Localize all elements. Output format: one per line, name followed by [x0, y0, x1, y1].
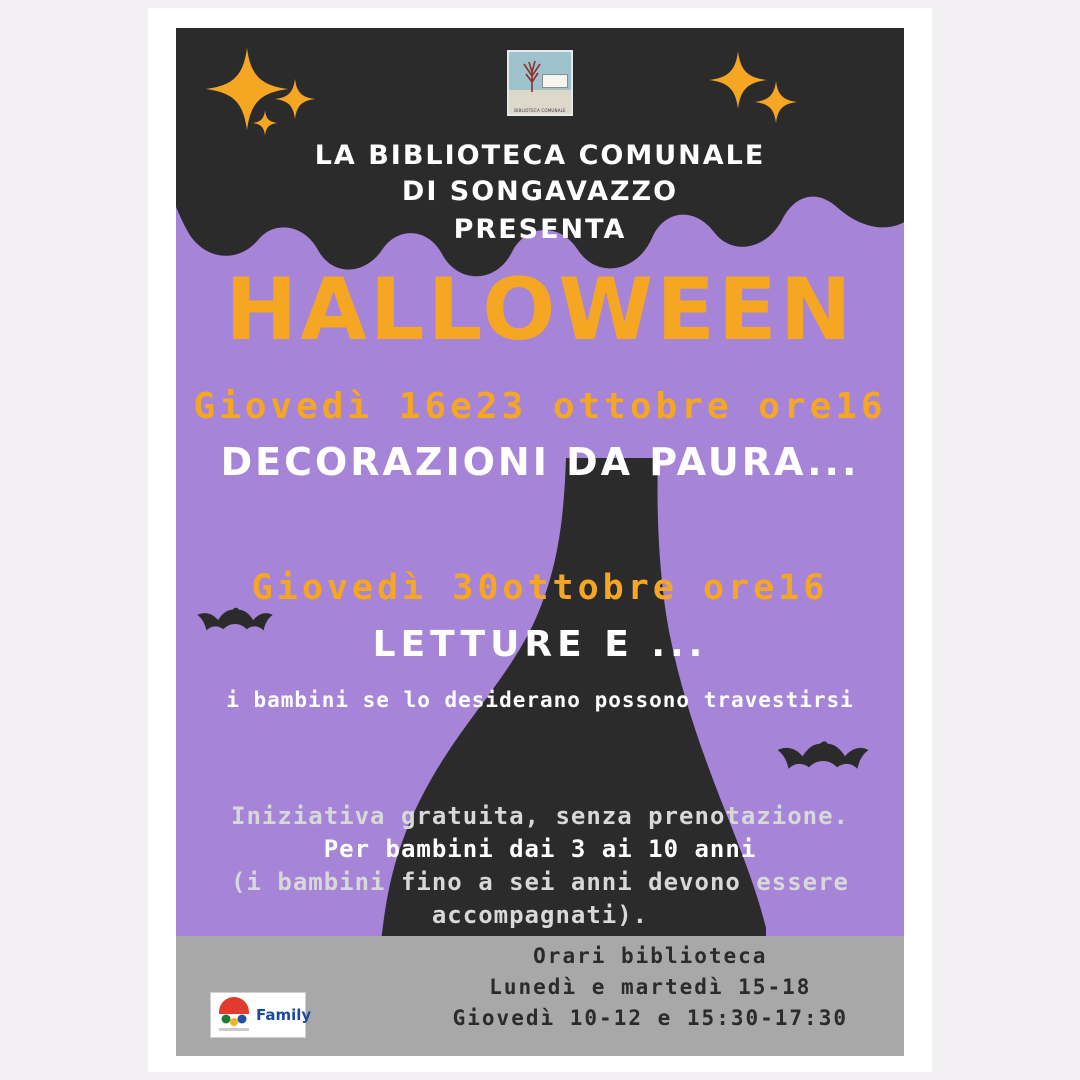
sparkle-small-icon	[274, 78, 316, 120]
header-line-1: LA BIBLIOTECA COMUNALE	[314, 140, 766, 171]
halloween-poster	[176, 28, 904, 1056]
event-2-note: i bambini se lo desiderano possono travestirsi	[226, 688, 854, 712]
family-icon	[215, 996, 253, 1034]
hours-title: Orari biblioteca	[533, 944, 768, 968]
family-badge-label: Family	[256, 1006, 312, 1024]
hours-line-2: Giovedì 10-12 e 15:30-17:30	[452, 1006, 848, 1030]
event-2-name: LETTURE E ...	[372, 624, 708, 665]
event-1-date: Giovedì 16e23 ottobre ore16	[193, 386, 887, 427]
header-line-2: DI SONGAVAZZO	[401, 176, 679, 207]
info-line-3: (i bambini fino a sei anni devono essere	[231, 868, 849, 896]
info-block	[176, 800, 904, 932]
header-line-3: PRESENTA	[453, 214, 627, 245]
poster-title: HALLOWEEN	[225, 260, 855, 360]
info-line-1: Iniziativa gratuita, senza prenotazione.	[231, 802, 849, 830]
bat-right-icon	[776, 740, 870, 782]
book-icon	[542, 74, 568, 88]
tree-icon	[521, 56, 543, 92]
info-line-4: accompagnati).	[431, 901, 649, 929]
event-2-date: Giovedì 30ottobre ore16	[251, 568, 829, 608]
event-1-name: DECORAZIONI DA PAURA...	[220, 440, 860, 484]
sparkle-tiny-icon	[252, 110, 278, 136]
info-line-2: Per bambini dai 3 ai 10 anni	[323, 835, 757, 863]
hours-block	[453, 941, 848, 1034]
logo-caption: BIBLIOTECA COMUNALE	[514, 108, 566, 113]
sparkle-right-small-icon	[754, 80, 798, 124]
library-logo	[507, 50, 573, 116]
footer-band	[176, 936, 904, 1056]
hours-line-1: Lunedì e martedì 15-18	[489, 975, 812, 999]
family-badge	[210, 992, 312, 1038]
poster-frame	[148, 8, 932, 1072]
bat-icon	[366, 70, 476, 118]
